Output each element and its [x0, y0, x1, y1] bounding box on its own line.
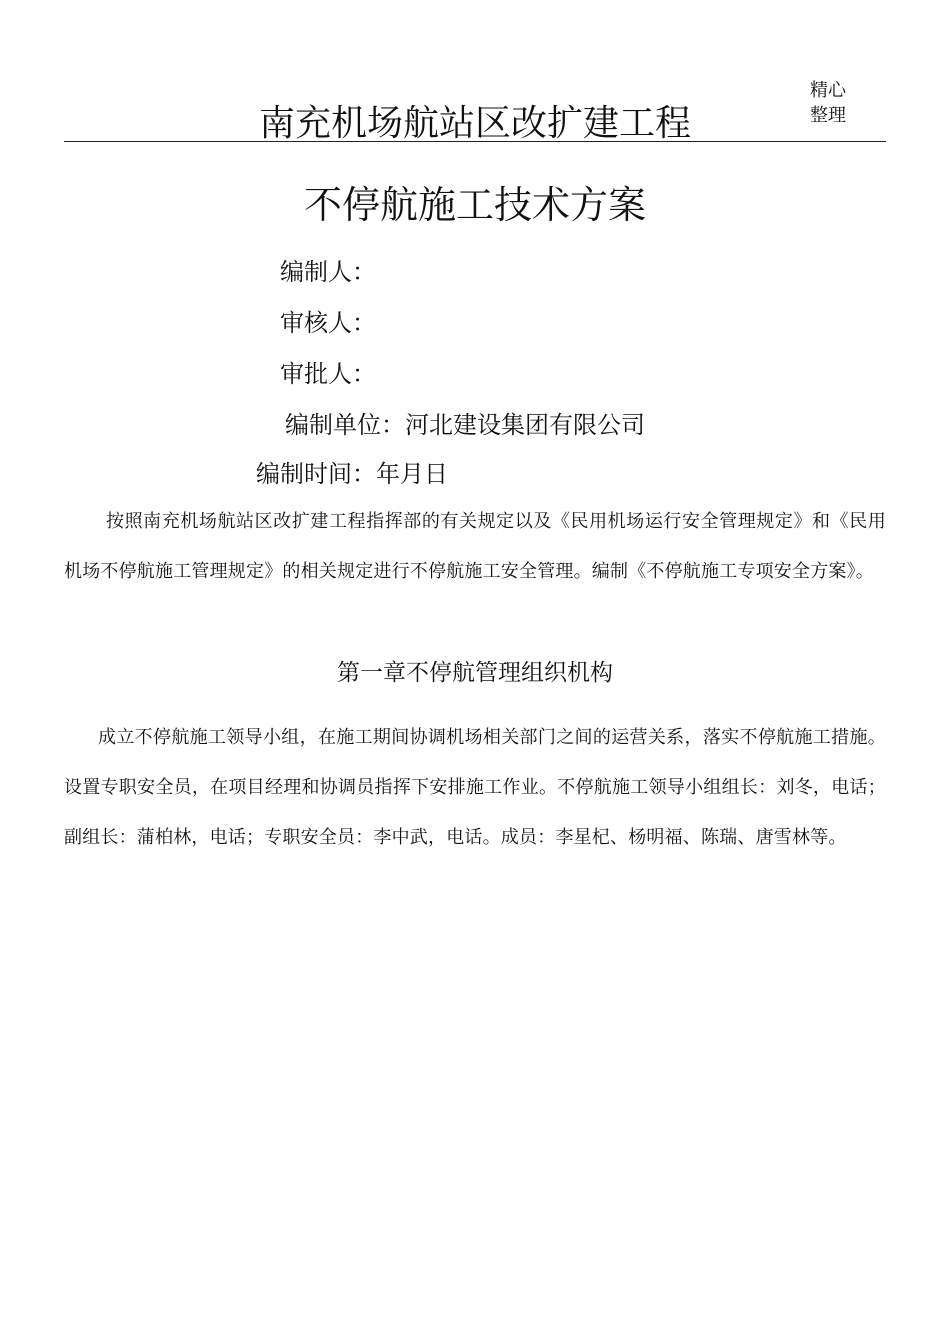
title-divider: [64, 141, 886, 142]
corner-note-line-1: 精心: [810, 80, 846, 101]
intro-paragraph: 按照南充机场航站区改扩建工程指挥部的有关规定以及《民用机场运行安全管理规定》和《民用机场不停航施工管理规定》的相关规定进行不停航施工安全管理。编制《不停航施工专项安全方案》。: [64, 511, 886, 582]
document-title: 不停航施工技术方案: [303, 183, 646, 227]
approver-field: 审批人：: [280, 360, 376, 388]
compiler-field: 编制人：: [280, 258, 376, 286]
reviewer-field: 审核人：: [280, 309, 376, 337]
compiling-date-field: 编制时间：年月日: [256, 460, 448, 488]
chapter-paragraph: 成立不停航施工领导小组，在施工期间协调机场相关部门之间的运营关系，落实不停航施工措施。设置专职安全员，在项目经理和协调员指挥下安排施工作业。不停航施工领导小组组长：刘冬，电话；副组长：蒲柏林，电话；专职安全员：李中武，电话。成员：李星杞、杨明福、陈瑞、唐雪林等。: [64, 727, 886, 848]
chapter-heading: 第一章不停航管理组织机构: [337, 660, 613, 686]
compiling-unit-field: 编制单位：河北建设集团有限公司: [285, 411, 645, 439]
corner-note-line-2: 整理: [810, 105, 846, 126]
project-title: 南充机场航站区改扩建工程: [258, 103, 691, 144]
